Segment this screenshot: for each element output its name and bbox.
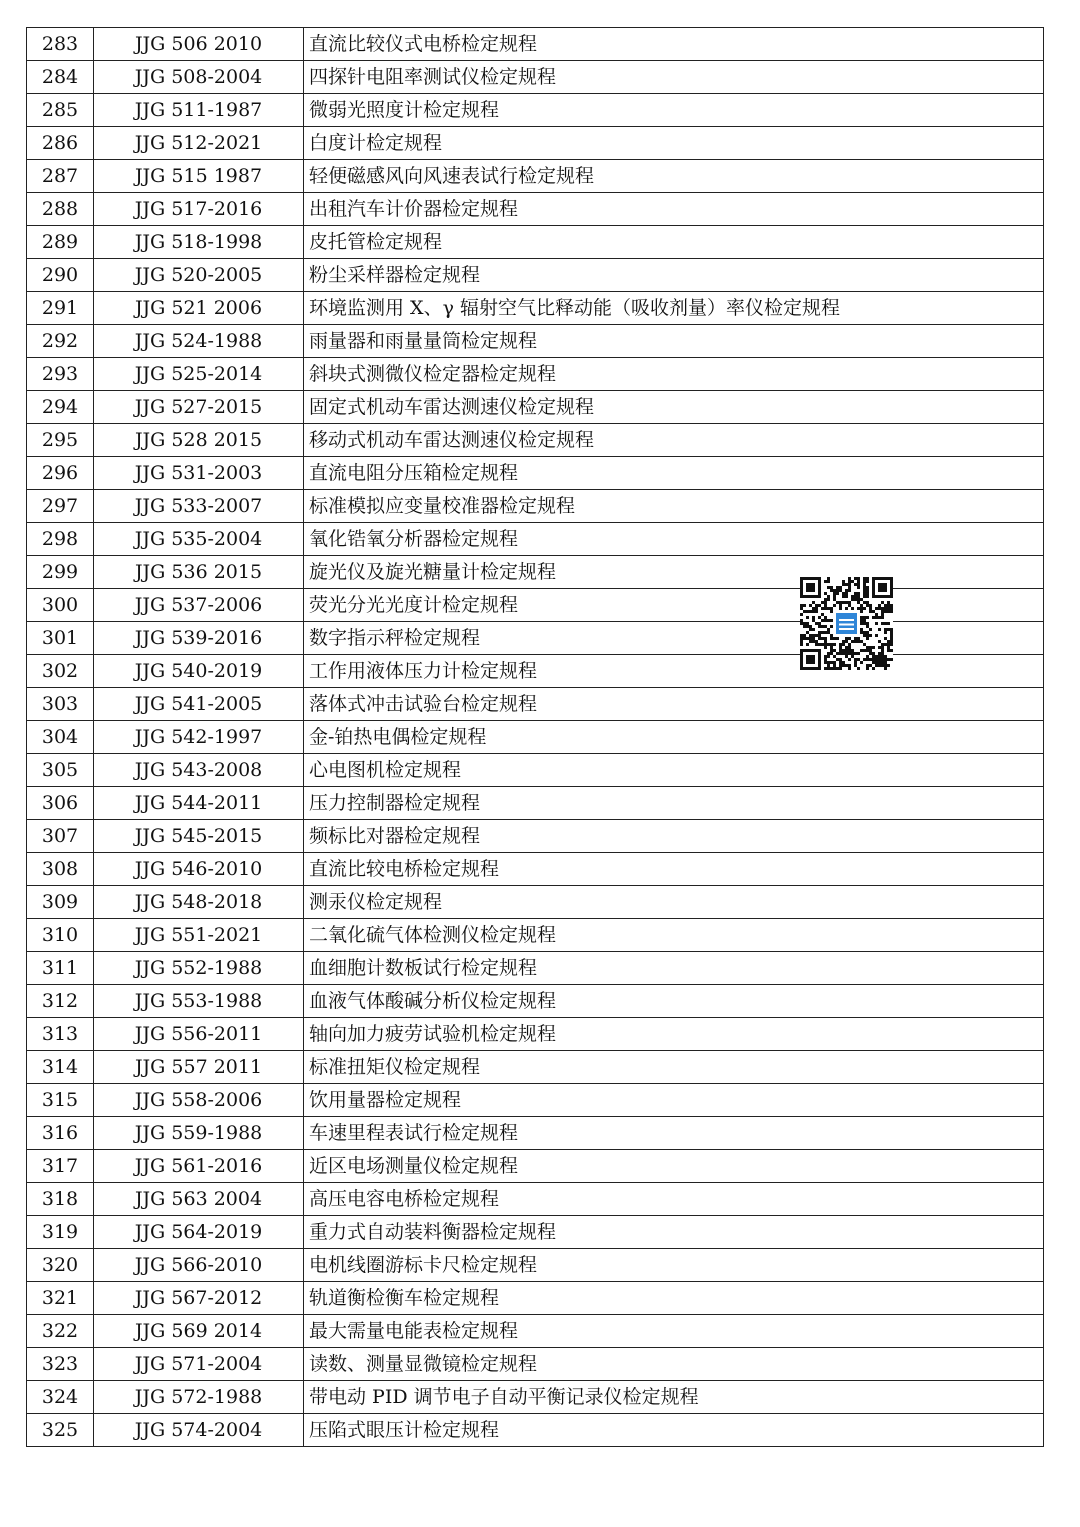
regulation-name: 测汞仪检定规程 <box>304 886 1044 919</box>
regulation-name: 血细胞计数板试行检定规程 <box>304 952 1044 985</box>
standard-code: JJG 535-2004 <box>94 523 304 556</box>
regulation-name: 粉尘采样器检定规程 <box>304 259 1044 292</box>
row-number: 302 <box>27 655 94 688</box>
row-number: 325 <box>27 1414 94 1447</box>
row-number: 315 <box>27 1084 94 1117</box>
standard-code: JJG 558-2006 <box>94 1084 304 1117</box>
standard-code: JJG 536 2015 <box>94 556 304 589</box>
table-row <box>27 886 1044 919</box>
standard-code: JJG 563 2004 <box>94 1183 304 1216</box>
standard-code: JJG 511-1987 <box>94 94 304 127</box>
row-number: 308 <box>27 853 94 886</box>
row-number: 295 <box>27 424 94 457</box>
table-row <box>27 358 1044 391</box>
table-body <box>27 28 1044 1447</box>
row-number: 310 <box>27 919 94 952</box>
regulations-table <box>26 27 1044 1447</box>
standard-code: JJG 567-2012 <box>94 1282 304 1315</box>
standard-code: JJG 557 2011 <box>94 1051 304 1084</box>
standard-code: JJG 559-1988 <box>94 1117 304 1150</box>
row-number: 305 <box>27 754 94 787</box>
table-row <box>27 919 1044 952</box>
standard-code: JJG 544-2011 <box>94 787 304 820</box>
regulation-name: 氧化锆氧分析器检定规程 <box>304 523 1044 556</box>
regulation-name: 斜块式测微仪检定器检定规程 <box>304 358 1044 391</box>
standard-code: JJG 556-2011 <box>94 1018 304 1051</box>
regulation-name: 金-铂热电偶检定规程 <box>304 721 1044 754</box>
regulation-name: 电机线圈游标卡尺检定规程 <box>304 1249 1044 1282</box>
regulation-name: 最大需量电能表检定规程 <box>304 1315 1044 1348</box>
table-row <box>27 721 1044 754</box>
row-number: 311 <box>27 952 94 985</box>
table-row <box>27 1117 1044 1150</box>
regulation-name: 血液气体酸碱分析仪检定规程 <box>304 985 1044 1018</box>
table-row <box>27 1315 1044 1348</box>
row-number: 286 <box>27 127 94 160</box>
standard-code: JJG 539-2016 <box>94 622 304 655</box>
table-row <box>27 94 1044 127</box>
regulation-name: 饮用量器检定规程 <box>304 1084 1044 1117</box>
row-number: 314 <box>27 1051 94 1084</box>
standard-code: JJG 515 1987 <box>94 160 304 193</box>
row-number: 321 <box>27 1282 94 1315</box>
row-number: 294 <box>27 391 94 424</box>
table-row <box>27 1084 1044 1117</box>
table-row <box>27 28 1044 61</box>
table-row <box>27 457 1044 490</box>
standard-code: JJG 533-2007 <box>94 490 304 523</box>
regulation-name: 雨量器和雨量量筒检定规程 <box>304 325 1044 358</box>
standard-code: JJG 574-2004 <box>94 1414 304 1447</box>
regulation-name: 重力式自动装料衡器检定规程 <box>304 1216 1044 1249</box>
standard-code: JJG 524-1988 <box>94 325 304 358</box>
regulation-name: 旋光仪及旋光糖量计检定规程 <box>304 556 1044 589</box>
regulation-name: 压陷式眼压计检定规程 <box>304 1414 1044 1447</box>
table-row <box>27 325 1044 358</box>
standard-code: JJG 525-2014 <box>94 358 304 391</box>
row-number: 300 <box>27 589 94 622</box>
row-number: 296 <box>27 457 94 490</box>
row-number: 320 <box>27 1249 94 1282</box>
table-row <box>27 820 1044 853</box>
standard-code: JJG 527-2015 <box>94 391 304 424</box>
standard-code: JJG 548-2018 <box>94 886 304 919</box>
standard-code: JJG 520-2005 <box>94 259 304 292</box>
standard-code: JJG 546-2010 <box>94 853 304 886</box>
standard-code: JJG 542-1997 <box>94 721 304 754</box>
regulation-name: 频标比对器检定规程 <box>304 820 1044 853</box>
row-number: 306 <box>27 787 94 820</box>
row-number: 303 <box>27 688 94 721</box>
standard-code: JJG 545-2015 <box>94 820 304 853</box>
table-row <box>27 1282 1044 1315</box>
row-number: 301 <box>27 622 94 655</box>
row-number: 312 <box>27 985 94 1018</box>
row-number: 292 <box>27 325 94 358</box>
regulation-name: 近区电场测量仪检定规程 <box>304 1150 1044 1183</box>
regulation-name: 白度计检定规程 <box>304 127 1044 160</box>
standard-code: JJG 551-2021 <box>94 919 304 952</box>
standard-code: JJG 541-2005 <box>94 688 304 721</box>
standard-code: JJG 506 2010 <box>94 28 304 61</box>
table-row <box>27 490 1044 523</box>
regulation-name: 标准扭矩仪检定规程 <box>304 1051 1044 1084</box>
regulation-name: 二氧化硫气体检测仪检定规程 <box>304 919 1044 952</box>
regulation-name: 皮托管检定规程 <box>304 226 1044 259</box>
regulation-name: 落体式冲击试验台检定规程 <box>304 688 1044 721</box>
standard-code: JJG 571-2004 <box>94 1348 304 1381</box>
table-row <box>27 1216 1044 1249</box>
table-row <box>27 292 1044 325</box>
row-number: 297 <box>27 490 94 523</box>
table-row <box>27 1414 1044 1447</box>
regulation-name: 荧光分光光度计检定规程 <box>304 589 1044 622</box>
regulation-name: 轨道衡检衡车检定规程 <box>304 1282 1044 1315</box>
row-number: 293 <box>27 358 94 391</box>
table-row <box>27 193 1044 226</box>
table-row <box>27 1150 1044 1183</box>
regulation-name: 环境监测用 X、γ 辐射空气比释动能（吸收剂量）率仪检定规程 <box>304 292 1044 325</box>
table-row <box>27 424 1044 457</box>
table-row <box>27 952 1044 985</box>
table-row <box>27 391 1044 424</box>
table-row <box>27 1381 1044 1414</box>
table-row <box>27 523 1044 556</box>
standard-code: JJG 540-2019 <box>94 655 304 688</box>
regulation-name: 直流比较电桥检定规程 <box>304 853 1044 886</box>
table-row <box>27 61 1044 94</box>
table-row <box>27 754 1044 787</box>
regulation-name: 微弱光照度计检定规程 <box>304 94 1044 127</box>
table-row <box>27 787 1044 820</box>
standard-code: JJG 569 2014 <box>94 1315 304 1348</box>
table-row <box>27 127 1044 160</box>
standard-code: JJG 566-2010 <box>94 1249 304 1282</box>
row-number: 316 <box>27 1117 94 1150</box>
regulation-name: 轴向加力疲劳试验机检定规程 <box>304 1018 1044 1051</box>
row-number: 299 <box>27 556 94 589</box>
standard-code: JJG 564-2019 <box>94 1216 304 1249</box>
table-row <box>27 226 1044 259</box>
standard-code: JJG 521 2006 <box>94 292 304 325</box>
row-number: 283 <box>27 28 94 61</box>
row-number: 291 <box>27 292 94 325</box>
standard-code: JJG 528 2015 <box>94 424 304 457</box>
regulation-name: 直流比较仪式电桥检定规程 <box>304 28 1044 61</box>
standard-code: JJG 537-2006 <box>94 589 304 622</box>
row-number: 304 <box>27 721 94 754</box>
regulation-name: 标准模拟应变量校准器检定规程 <box>304 490 1044 523</box>
row-number: 284 <box>27 61 94 94</box>
row-number: 298 <box>27 523 94 556</box>
row-number: 309 <box>27 886 94 919</box>
regulation-name: 直流电阻分压箱检定规程 <box>304 457 1044 490</box>
standard-code: JJG 518-1998 <box>94 226 304 259</box>
table-row <box>27 160 1044 193</box>
row-number: 288 <box>27 193 94 226</box>
table-row <box>27 259 1044 292</box>
standard-code: JJG 572-1988 <box>94 1381 304 1414</box>
row-number: 317 <box>27 1150 94 1183</box>
regulation-name: 心电图机检定规程 <box>304 754 1044 787</box>
row-number: 290 <box>27 259 94 292</box>
regulation-name: 车速里程表试行检定规程 <box>304 1117 1044 1150</box>
table-row <box>27 853 1044 886</box>
regulation-name: 压力控制器检定规程 <box>304 787 1044 820</box>
regulation-name: 四探针电阻率测试仪检定规程 <box>304 61 1044 94</box>
standard-code: JJG 543-2008 <box>94 754 304 787</box>
regulation-name: 读数、测量显微镜检定规程 <box>304 1348 1044 1381</box>
table-row <box>27 1051 1044 1084</box>
row-number: 324 <box>27 1381 94 1414</box>
standard-code: JJG 517-2016 <box>94 193 304 226</box>
row-number: 319 <box>27 1216 94 1249</box>
row-number: 289 <box>27 226 94 259</box>
table-row <box>27 1018 1044 1051</box>
table-row <box>27 1348 1044 1381</box>
standard-code: JJG 561-2016 <box>94 1150 304 1183</box>
table-row <box>27 985 1044 1018</box>
row-number: 287 <box>27 160 94 193</box>
regulation-name: 带电动 PID 调节电子自动平衡记录仪检定规程 <box>304 1381 1044 1414</box>
row-number: 322 <box>27 1315 94 1348</box>
regulation-name: 高压电容电桥检定规程 <box>304 1183 1044 1216</box>
row-number: 307 <box>27 820 94 853</box>
standard-code: JJG 553-1988 <box>94 985 304 1018</box>
row-number: 313 <box>27 1018 94 1051</box>
standard-code: JJG 552-1988 <box>94 952 304 985</box>
standard-code: JJG 508-2004 <box>94 61 304 94</box>
regulation-name: 轻便磁感风向风速表试行检定规程 <box>304 160 1044 193</box>
regulation-name: 固定式机动车雷达测速仪检定规程 <box>304 391 1044 424</box>
regulation-name: 数字指示秤检定规程 <box>304 622 1044 655</box>
table-row <box>27 688 1044 721</box>
row-number: 323 <box>27 1348 94 1381</box>
table-row <box>27 1249 1044 1282</box>
standard-code: JJG 512-2021 <box>94 127 304 160</box>
standard-code: JJG 531-2003 <box>94 457 304 490</box>
qr-code-icon <box>800 577 893 670</box>
regulation-name: 工作用液体压力计检定规程 <box>304 655 1044 688</box>
regulation-name: 出租汽车计价器检定规程 <box>304 193 1044 226</box>
regulation-name: 移动式机动车雷达测速仪检定规程 <box>304 424 1044 457</box>
row-number: 285 <box>27 94 94 127</box>
row-number: 318 <box>27 1183 94 1216</box>
table-row <box>27 1183 1044 1216</box>
